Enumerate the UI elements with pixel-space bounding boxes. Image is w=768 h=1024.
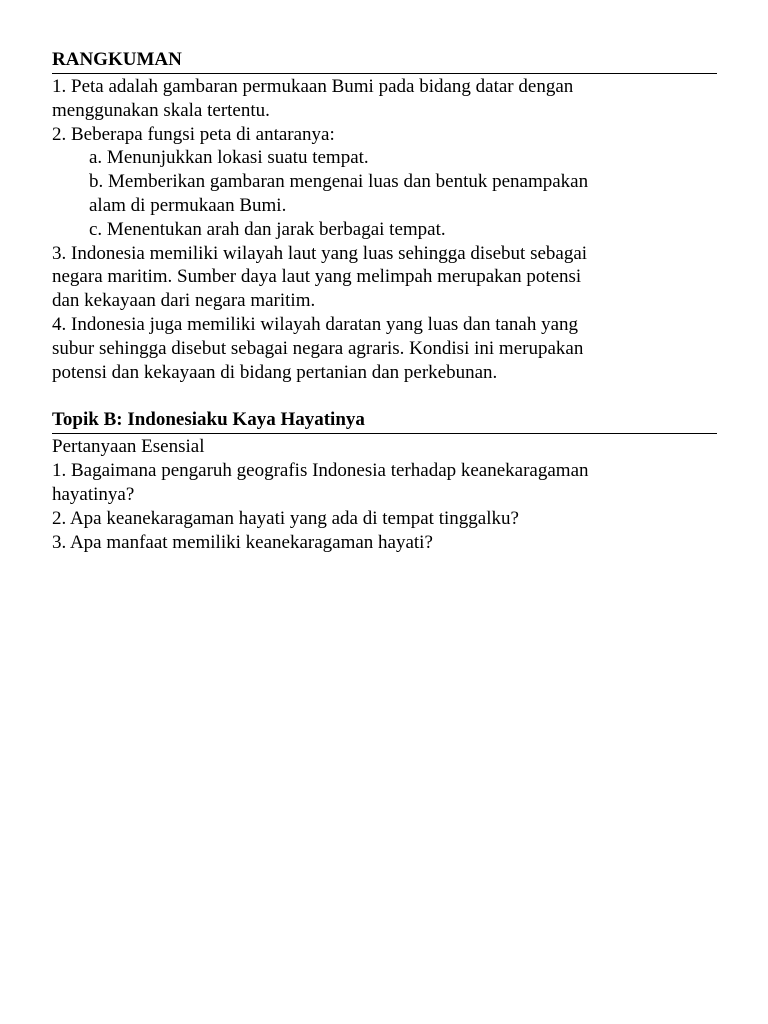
rangkuman-point-1-line-1: 1. Peta adalah gambaran permukaan Bumi pada bidang datar dengan xyxy=(52,76,574,97)
rangkuman-point-1-line-2: menggunakan skala tertentu. xyxy=(52,99,270,121)
rangkuman-point-2c: c. Menentukan arah dan jarak berbagai tempat. xyxy=(89,218,446,240)
rangkuman-point-4-line-3: potensi dan kekayaan di bidang pertanian dan perkebunan. xyxy=(52,361,498,383)
rangkuman-heading: RANGKUMAN xyxy=(52,48,717,74)
question-3: 3. Apa manfaat memiliki keanekaragaman hayati? xyxy=(52,531,433,553)
pertanyaan-esensial-subheading: Pertanyaan Esensial xyxy=(52,436,205,458)
question-2: 2. Apa keanekaragaman hayati yang ada di tempat tinggalku? xyxy=(52,507,519,529)
question-1-line-1: 1. Bagaimana pengaruh geografis Indonesia terhadap keanekaragaman xyxy=(52,460,589,482)
rangkuman-point-2a: a. Menunjukkan lokasi suatu tempat. xyxy=(89,147,369,169)
rangkuman-point-2b-line-1: b. Memberikan gambaran mengenai luas dan bentuk penampakan xyxy=(89,171,589,193)
rangkuman-point-3-line-3: dan kekayaan dari negara maritim. xyxy=(52,290,316,312)
rangkuman-point-3-line-2: negara maritim. Sumber daya laut yang melimpah merupakan potensi xyxy=(52,266,582,288)
document-page xyxy=(52,48,717,554)
topik-b-heading: Topik B: Indonesiaku Kaya Hayatinya xyxy=(52,408,717,434)
rangkuman-point-2: 2. Beberapa fungsi peta di antaranya: xyxy=(52,123,335,145)
rangkuman-point-2b-line-2: alam di permukaan Bumi. xyxy=(89,194,287,216)
question-1-line-2: hayatinya? xyxy=(52,483,135,505)
rangkuman-point-3-line-1: 3. Indonesia memiliki wilayah laut yang luas sehingga disebut sebagai xyxy=(52,242,588,264)
rangkuman-point-4-line-2: subur sehingga disebut sebagai negara agraris. Kondisi ini merupakan xyxy=(52,337,584,359)
rangkuman-point-4-line-1: 4. Indonesia juga memiliki wilayah daratan yang luas dan tanah yang xyxy=(52,313,579,335)
